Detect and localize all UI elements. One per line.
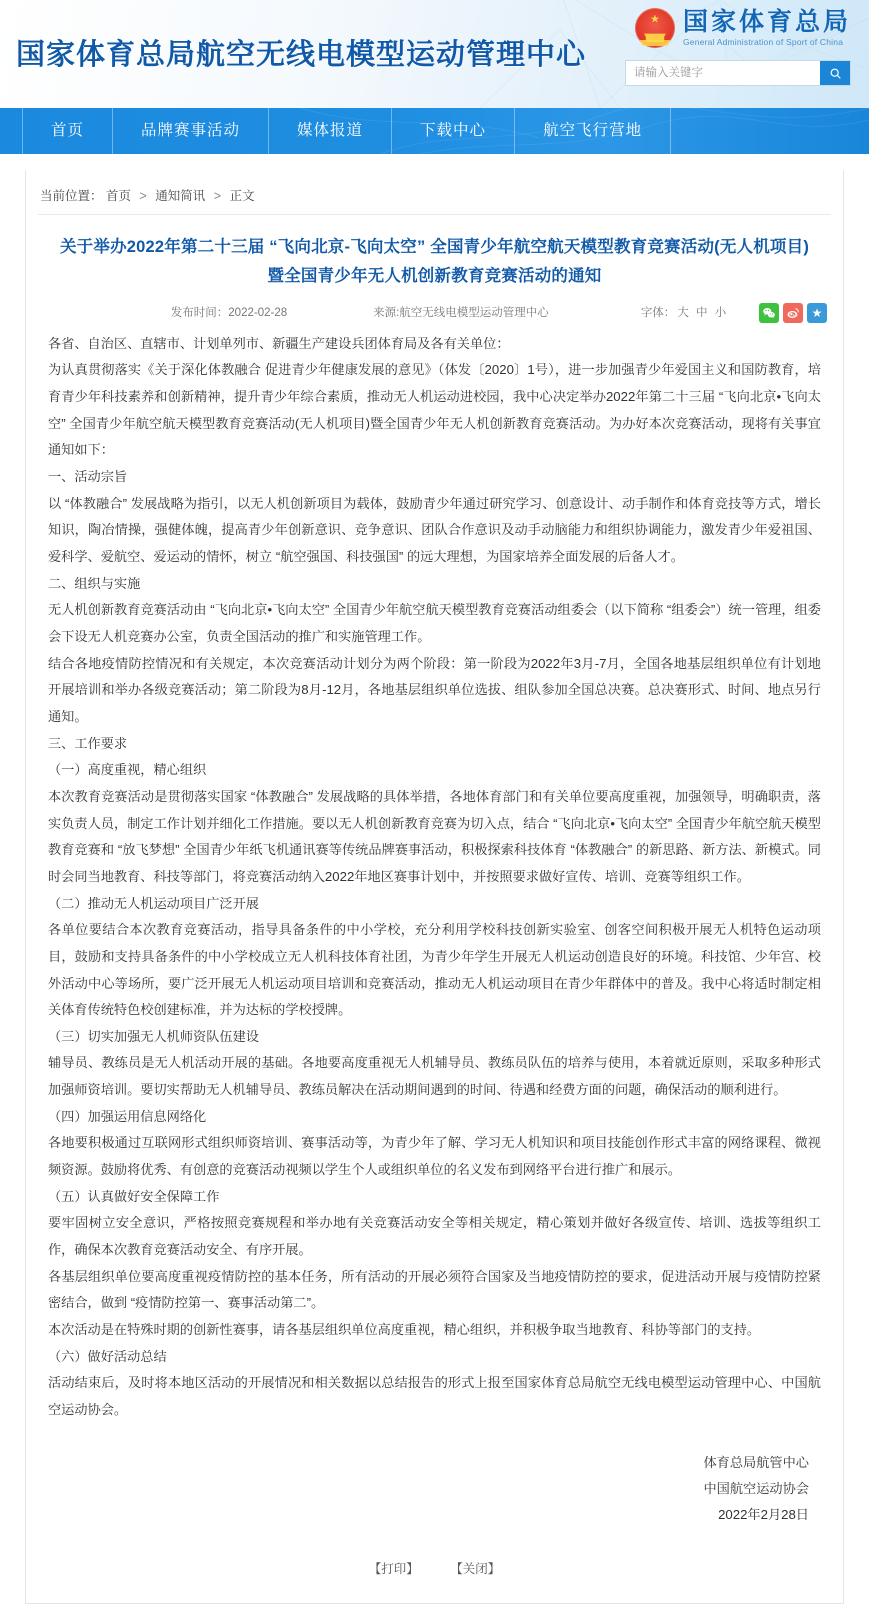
- article-subheading: （三）切实加强无人机师资队伍建设: [48, 1028, 259, 1044]
- article-paragraph: 活动结束后，及时将本地区活动的开展情况和相关数据以总结报告的形式上报至国家体育总局航空无线电模型运动管理中心、中国航空运动协会。: [48, 1375, 821, 1417]
- font-size-label: 字体：: [640, 306, 676, 319]
- article-subheading: （六）做好活动总结: [48, 1348, 167, 1364]
- nav-spacer: [0, 154, 869, 162]
- article-paragraph: 本次活动是在特殊时期的创新性赛事，请各基层组织单位高度重视，精心组织，并积极争取当地教育、科协等部门的支持。: [48, 1322, 761, 1338]
- nav-item-home[interactable]: 首页: [22, 108, 112, 154]
- article-paragraph: 各地要积极通过互联网形式组织师资培训、赛事活动等，为青少年了解、学习无人机知识和项目技能创作形式丰富的网络课程、微视频资源。鼓励将优秀、有创意的竞赛活动视频以学生个人或组织单位的名义发布到网络平台进行推广和展示。: [48, 1135, 821, 1178]
- article-paragraph: 无人机创新教育竞赛活动由 “飞向北京•飞向太空” 全国青少年航空航天模型教育竞赛活动组委会（以下简称 “组委会”）统一管理，组委会下设无人机竞赛办公室，负责全国活动的推广和实施管理工作。: [48, 602, 821, 644]
- search-box[interactable]: [625, 60, 851, 86]
- site-header: [0, 0, 869, 108]
- article-section-heading: 二、组织与实施: [48, 575, 141, 591]
- page-title: 关于举办2022年第二十三届 “飞向北京-飞向太空” 全国青少年航空航天模型教育竞赛活动(无人机项目)暨全国青少年无人机创新教育竞赛活动的通知: [59, 238, 810, 285]
- breadcrumb: [26, 170, 843, 214]
- breadcrumb-label: 当前位置：: [40, 189, 103, 203]
- search-button[interactable]: [820, 61, 850, 85]
- breadcrumb-item-notices[interactable]: 通知简讯: [155, 189, 206, 203]
- close-button[interactable]: 【关闭】: [450, 1561, 501, 1576]
- main-navigation: [0, 108, 869, 154]
- article-paragraph: 结合各地疫情防控情况和有关规定，本次竞赛活动计划分为两个阶段：第一阶段为2022年3月-7月，全国各地基层组织单位有计划地开展培训和举办各级竞赛活动；第二阶段为8月-12月，各地基层组织单位选拔、组队参加全国总决赛。总决赛形式、时间、地点另行通知。: [48, 655, 821, 724]
- signoff-line: 中国航空运动协会: [703, 1481, 809, 1497]
- font-size-medium[interactable]: 中: [696, 306, 708, 319]
- search-icon: [829, 67, 842, 80]
- nav-list: [0, 108, 869, 154]
- star-glyph: ★: [650, 13, 660, 26]
- nav-item-camps[interactable]: 航空飞行营地: [514, 108, 671, 154]
- font-size-large[interactable]: 大: [677, 306, 689, 319]
- publish-time: 发布时间：2022-02-28: [170, 306, 288, 319]
- article-paragraph: 要牢固树立安全意识，严格按照竞赛规程和举办地有关竞赛活动安全等相关规定，精心策划并做好各级宣传、培训、选拔等组织工作，确保本次教育竞赛活动安全、有序开展。: [48, 1215, 821, 1258]
- article-section-heading: 一、活动宗旨: [48, 469, 128, 485]
- article-body: [26, 329, 843, 1424]
- wechat-glyph: [762, 306, 776, 320]
- gear-shape: [640, 40, 670, 46]
- gov-logo-text: [683, 9, 851, 46]
- article-paragraph: 以 “体教融合” 发展战略为指引，以无人机创新项目为载体，鼓励青少年通过研究学习、创意设计、动手制作和体育竞技等方式，增长知识，陶冶情操，强健体魄，提高青少年创新意识、竞争意识、团队合作意识及动手动脑能力和组织协调能力，激发青少年爱祖国、爱科学、爱航空、爱运动的情怀，树立 “航空强国、科技强国” 的远大理想，为国家培养全面发展的后备人才。: [48, 495, 821, 564]
- breadcrumb-separator-2: >: [213, 189, 222, 203]
- article-paragraph: 各省、自治区、直辖市、计划单列市、新疆生产建设兵团体育局及各有关单位：: [48, 335, 510, 351]
- favorite-star-icon[interactable]: ★: [807, 303, 827, 323]
- article-section-heading: 三、工作要求: [48, 735, 128, 751]
- content-card: [25, 170, 844, 1604]
- article-subheading: （四）加强运用信息网络化: [48, 1108, 207, 1124]
- article-subheading: （一）高度重视，精心组织: [48, 762, 207, 778]
- article-paragraph: 各单位要结合本次教育竞赛活动，指导具备条件的中小学校，充分利用学校科技创新实验室、创客空间积极开展无人机特色运动项目，鼓励和支持具备条件的中小学校成立无人机科技体育社团，为青少年学生开展无人机运动创造良好的环境。科技馆、少年宫、校外活动中心等场所，要广泛开展无人机运动项目培训和竞赛活动，推动无人机运动项目在青少年群体中的普及。我中心将适时制定相关体育传统特色校创建标准，并为达标的学校授牌。: [48, 922, 821, 1018]
- search-input[interactable]: [626, 61, 820, 85]
- national-emblem-icon: [635, 8, 675, 48]
- article-subheading: （五）认真做好安全保障工作: [48, 1188, 220, 1204]
- article-meta: [26, 301, 843, 329]
- share-icons: [759, 303, 827, 323]
- weibo-glyph: [786, 306, 800, 320]
- nav-item-media[interactable]: 媒体报道: [268, 108, 391, 154]
- gov-name-en: General Administration of Sport of China: [682, 36, 844, 47]
- article-paragraph: 各基层组织单位要高度重视疫情防控的基本任务，所有活动的开展必须符合国家及当地疫情防控的要求，促进活动开展与疫情防控紧密结合，做到 “疫情防控第一、赛事活动第二”。: [48, 1268, 821, 1311]
- article-source: 来源:航空无线电模型运动管理中心: [373, 306, 549, 319]
- signoff-line: 体育总局航管中心: [703, 1454, 809, 1470]
- breadcrumb-separator-1: >: [139, 189, 147, 203]
- article-subheading: （二）推动无人机运动项目广泛开展: [48, 895, 259, 911]
- site-title: 国家体育总局航空无线电模型运动管理中心: [16, 39, 587, 71]
- article-paragraph: 为认真贯彻落实《关于深化体教融合 促进青少年健康发展的意见》（体发〔2020〕1号），进一步加强青少年爱国主义和国防教育，培育青少年科技素养和创新精神，提升青少年综合素质，推动无人机运动进校园，我中心决定举办2022年第二十三届 “飞向北京•飞向太空” 全国青少年航空航天模型教育竞赛活动(无人机项目)暨全国青少年无人机创新教育竞赛活动。为办好本次竞赛活动，现将有关事宜通知如下：: [48, 362, 821, 458]
- font-size-control: [641, 304, 728, 320]
- footer-actions: [26, 1529, 843, 1585]
- print-button[interactable]: 【打印】: [368, 1561, 419, 1576]
- nav-item-events[interactable]: 品牌赛事活动: [112, 108, 268, 154]
- weibo-share-icon[interactable]: [783, 303, 803, 323]
- article-paragraph: 辅导员、教练员是无人机活动开展的基础。各地要高度重视无人机辅导员、教练员队伍的培养与使用，本着就近原则，采取多种形式加强师资培训。要切实帮助无人机辅导员、教练员解决在活动期间遇到的时间、待遇和经费方面的问题，确保活动的顺利进行。: [48, 1055, 821, 1098]
- signoff-date: 2022年2月28日: [718, 1507, 809, 1523]
- gov-name-cn: 国家体育总局: [682, 8, 851, 37]
- nav-item-downloads[interactable]: 下载中心: [391, 108, 514, 154]
- breadcrumb-item-article: 正文: [229, 189, 255, 203]
- gov-logo[interactable]: [635, 8, 851, 48]
- font-size-small[interactable]: 小: [714, 306, 727, 319]
- article-paragraph: 本次教育竞赛活动是贯彻落实国家 “体教融合” 发展战略的具体举措，各地体育部门和有关单位要高度重视，加强领导，明确职责，落实负责人员，制定工作计划并细化工作措施。要以无人机创新教育竞赛为切入点，结合 “飞向北京•飞向太空” 全国青少年航空航天模型教育竞赛和 “放飞梦想” 全国青少年纸飞机通讯赛等传统品牌赛事活动，积极探索科技体育 “体教融合” 的新思路、新方法、新模式。同时会同当地教育、科技等部门，将竞赛活动纳入2022年地区赛事计划中，并按照要求做好宣传、培训、竞赛等组织工作。: [48, 788, 821, 884]
- breadcrumb-item-home[interactable]: 首页: [106, 189, 132, 203]
- wechat-share-icon[interactable]: [759, 303, 779, 323]
- article-signoff: [26, 1424, 843, 1529]
